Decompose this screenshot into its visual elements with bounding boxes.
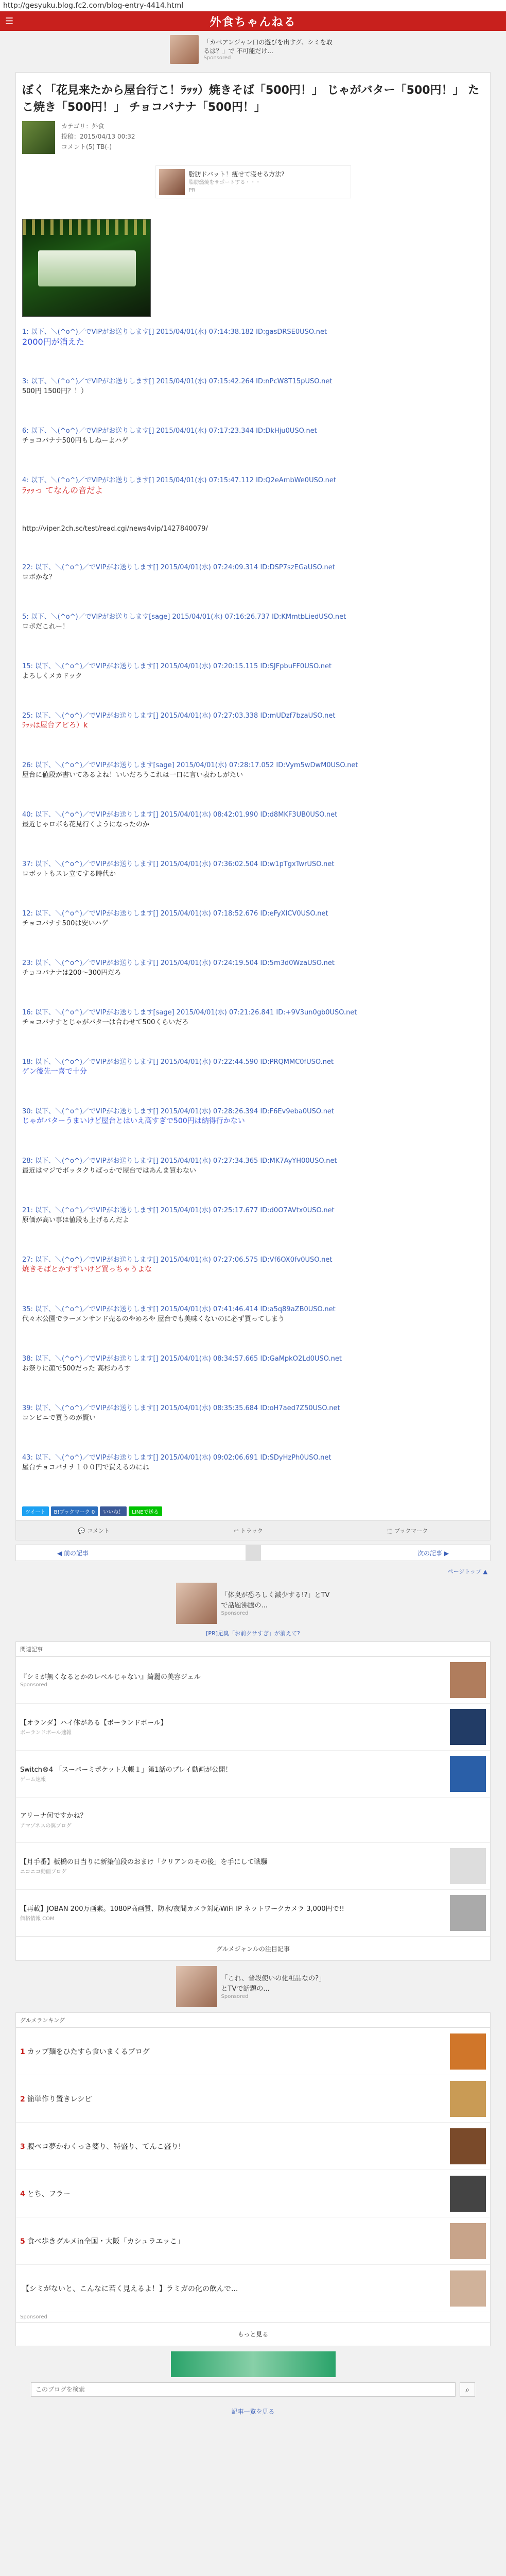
post-header: 6: 以下、＼(^o^)／でVIPがお送りします[] 2015/04/01(水) 07:17:23.344 ID:DkHju0USO.net (22, 427, 317, 435)
related-thumbnail[interactable] (450, 1756, 486, 1792)
post-header: 18: 以下、＼(^o^)／でVIPがお送りします[] 2015/04/01(水) 07:22:44.590 ID:PRQMMC0fUSO.net (22, 1058, 334, 1066)
post-body: ﾗｯｯっ てなんの音だよ (22, 485, 103, 495)
ranking-title[interactable] (20, 2046, 150, 2057)
top-ad-text[interactable]: 「カベアンジャン口の遊びを出すグ、シミを取るは？」で 不可能だけ... (203, 38, 333, 55)
related-title[interactable]: Switch®4 「スーパーミポケット大帳１」第1話のプレイ動画が公開！ (20, 1766, 232, 1774)
post-body: 屋台に値段が書いてあるよね！いいだろうこれは一口に言い表わしがたい (22, 771, 243, 779)
article-hero-image (22, 219, 151, 317)
article-comments-count[interactable]: コメント(5) TB(-) (61, 143, 112, 150)
related-thumbnail[interactable] (450, 1709, 486, 1745)
post (22, 426, 484, 446)
post-body: 最近はマジでボッタクりばっかで屋台ではあんま買わない (22, 1167, 197, 1175)
related-source: アマゾネスの翼ブログ (20, 1823, 72, 1829)
source-link[interactable]: http://viper.2ch.sc/test/read.cgi/news4vip/1427840079/ (22, 525, 208, 533)
stall-sign (38, 250, 136, 286)
related-item[interactable] (16, 1890, 490, 1937)
lantern-lights (23, 219, 150, 235)
ranking-number: 3 (20, 2142, 25, 2151)
mid-ad-link[interactable]: [PR]足臭「お前クサすぎ」が消えて? (206, 1630, 300, 1637)
ranking-number: 5 (20, 2237, 25, 2246)
ranking-number: 4 (20, 2190, 25, 2198)
related-source: ゲーム速報 (20, 1777, 46, 1783)
post (22, 711, 484, 731)
second-ad-text[interactable]: 「これ、普段使いの化粧品なの?」とTVで話題の... (221, 1975, 326, 1993)
post (22, 1354, 484, 1374)
post (22, 1453, 484, 1472)
post-header: 27: 以下、＼(^o^)／でVIPがお送りします[] 2015/04/01(水) 07:27:06.575 ID:Vf6OX0fv0USO.net (22, 1256, 333, 1264)
post-body: 500円 1500円？！） (22, 387, 88, 395)
ranking-thumbnail[interactable] (450, 2128, 486, 2164)
related-source: 価格情報 COM (20, 1916, 55, 1922)
related-title[interactable]: 【再載】JOBAN 200万画素。1080P高画質、防水/夜間カメラ対応WiFi IP ネットワークカメラ 3,000円で!! (20, 1905, 344, 1913)
post-body: チョコバナナ500は安いハゲ (22, 920, 109, 927)
page-top-link[interactable]: ページトップ ▲ (447, 1568, 487, 1575)
pager (15, 1545, 491, 1561)
site-header (0, 11, 506, 31)
article-thumbnail (22, 121, 55, 154)
post-header: 28: 以下、＼(^o^)／でVIPがお送りします[] 2015/04/01(水) 07:27:34.365 ID:MK7AyYH00USO.net (22, 1157, 337, 1165)
post (22, 859, 484, 879)
ranking-label-text[interactable]: 腹ペコ夢かわくっさ婆り、特盛り、てんこ盛り! (27, 2142, 182, 2151)
post (22, 1206, 484, 1225)
search-icon[interactable]: ⌕ (460, 2382, 475, 2397)
ranking-item[interactable] (16, 2028, 490, 2075)
related-title[interactable]: アリーナ何ですかね？ (20, 1812, 87, 1820)
ranking-title[interactable] (20, 2141, 181, 2151)
post-body: ロボかな？ (22, 573, 56, 581)
top-ad-sponsored: Sponsored (203, 55, 231, 61)
post (22, 909, 484, 928)
related-title[interactable]: 【月手番】板橋の日当りに新築値段のおまけ「クリアンのその後」を手にして戦騒 (20, 1858, 268, 1866)
mid-ad-sponsored: Sponsored (221, 1611, 249, 1616)
post-header: 16: 以下、＼(^o^)／でVIPがお送りします[sage] 2015/04/01(水) 07:21:26.841 ID:+9V3un0gb0USO.net (22, 1009, 357, 1016)
ranking-item[interactable] (16, 2265, 490, 2312)
second-ad[interactable] (176, 1966, 330, 2007)
menu-icon[interactable]: ☰ (5, 16, 14, 27)
post-header: 15: 以下、＼(^o^)／でVIPがお送りします[] 2015/04/01(水) 07:20:15.115 ID:SJFpbuFF0USO.net (22, 663, 332, 670)
post (22, 1107, 484, 1126)
inline-ad[interactable] (155, 165, 351, 198)
post (22, 612, 484, 632)
related-list (16, 1657, 490, 1937)
blog-search (31, 2382, 475, 2397)
post-body: 屋台チョコバナナ１００円で買えるのにね (22, 1464, 149, 1471)
post-header: 38: 以下、＼(^o^)／でVIPがお送りします[] 2015/04/01(水) 08:34:57.665 ID:GaMpkO2Ld0USO.net (22, 1355, 342, 1363)
tweet-button[interactable]: ツイート (22, 1506, 49, 1516)
ranking-thumbnail[interactable] (450, 2033, 486, 2070)
ranking-item[interactable] (16, 2217, 490, 2265)
post-header: 3: 以下、＼(^o^)／でVIPがお送りします[] 2015/04/01(水) 07:15:42.264 ID:nPcW8T15pUSO.net (22, 378, 333, 385)
bookmark-icon: ⬚ (387, 1527, 393, 1534)
inline-ad-sub: 脂肪燃焼をサポートする・・・ (188, 180, 261, 185)
ranking-title[interactable] (20, 2094, 92, 2104)
related-source: Sponsored (20, 1682, 47, 1688)
article-card (15, 72, 491, 1540)
article-title: ぼく「花見来たから屋台行こ！ﾗｯｯ）焼きそば「500円！」 じゃがバター「500円！」 たこ焼き「500円！」 チョコバナナ「500円！」 (22, 84, 480, 114)
related-item[interactable] (16, 1704, 490, 1751)
bookmark-stat[interactable]: ⬚ ブックマーク (387, 1527, 428, 1534)
ranking-label-text[interactable]: とち、フラー (27, 2190, 71, 2198)
post-header: 12: 以下、＼(^o^)／でVIPがお送りします[] 2015/04/01(水) 07:18:52.676 ID:eFyXICV0USO.net (22, 910, 328, 918)
site-title[interactable]: 外食ちゃんねる (210, 15, 296, 29)
related-item[interactable] (16, 1657, 490, 1704)
url-bar[interactable]: http://gesyuku.blog.fc2.com/blog-entry-4414.html (0, 0, 506, 11)
comment-stat[interactable]: 💬 コメント (78, 1527, 110, 1534)
post-list (16, 327, 490, 1472)
ranking-sponsored: Sponsored (20, 2314, 47, 2320)
top-ad-thumbnail[interactable] (170, 35, 199, 64)
ranking-item[interactable] (16, 2170, 490, 2217)
ranking-thumbnail[interactable] (450, 2223, 486, 2259)
post-body: ゲン後先一喜で十分 (22, 1067, 87, 1076)
post (22, 1156, 484, 1176)
ranking-title[interactable] (20, 2236, 184, 2246)
post-body: ロボットもスレ立てする時代か (22, 870, 116, 878)
ranking-thumbnail[interactable] (450, 2081, 486, 2117)
post-header: 39: 以下、＼(^o^)／でVIPがお送りします[] 2015/04/01(水) 08:35:35.684 ID:oH7aed7Z50USO.net (22, 1404, 340, 1412)
more-button[interactable]: もっと見る (16, 2322, 490, 2346)
search-input[interactable] (31, 2382, 456, 2397)
post-header: 25: 以下、＼(^o^)／でVIPがお送りします[] 2015/04/01(水) 07:27:03.338 ID:mUDzf7bzaUSO.net (22, 712, 336, 720)
inline-ad-text[interactable]: 脂肪ドバット！痩せて寝せる方法? (188, 171, 285, 178)
ranking-thumbnail[interactable] (450, 2270, 486, 2307)
related-thumbnail[interactable] (450, 1895, 486, 1931)
ranking-label-text[interactable]: 【シミがないと、こんなに若く見えるよ！】ラミガの化の飲んで... (22, 2284, 238, 2293)
post-body: じゃがバターうまいけど屋台とはいえ高すぎで500円は納得行かない (22, 1117, 245, 1125)
prev-article-link[interactable]: ◀ 前の記事 (57, 1549, 89, 1557)
post-body: チョコバナナ500円もしねーよハゲ (22, 437, 129, 445)
related-title[interactable]: 『シミが無くなるとかのレベルじゃない』綺麗の美容ジェル (20, 1673, 201, 1681)
post (22, 958, 484, 978)
ranking-item[interactable] (16, 2075, 490, 2123)
post (22, 1403, 484, 1423)
post-body: 最近じゃロボも花見行くようになったのか (22, 821, 150, 828)
related-item[interactable] (16, 1751, 490, 1798)
related-item[interactable] (16, 1843, 490, 1890)
post (22, 1057, 484, 1077)
post-header: 1: 以下、＼(^o^)／でVIPがお送りします[] 2015/04/01(水) 07:14:38.182 ID:gasDRSE0USO.net (22, 328, 327, 336)
mid-ad-thumbnail[interactable] (176, 1583, 217, 1624)
post-body: チョコバナナは200～300円だろ (22, 969, 121, 977)
comment-icon: 💬 (78, 1527, 85, 1534)
post (22, 563, 484, 582)
ranking-label-text[interactable]: 食べ歩きグルメin全国・大阪「カシュラエッこ」 (27, 2237, 185, 2246)
article-date: 投稿：2015/04/13 00:32 (61, 133, 135, 140)
next-article-link[interactable]: 次の記事 ▶ (417, 1549, 449, 1557)
post-body: 原価が高い事は値段も上げるんだよ (22, 1216, 130, 1224)
post (22, 1255, 484, 1275)
ranking-list (16, 2028, 490, 2312)
related-item[interactable] (16, 1798, 490, 1843)
post-header: 43: 以下、＼(^o^)／でVIPがお送りします[] 2015/04/01(水) 09:02:06.691 ID:SDyHzPh0USO.net (22, 1454, 331, 1462)
ranking-number: 2 (20, 2095, 25, 2104)
top-ad[interactable] (166, 31, 341, 68)
post-body: お祭りに顔で500だった 高杉わろす (22, 1365, 131, 1372)
home-icon[interactable] (246, 1545, 261, 1561)
all-posts-link[interactable]: 記事一覧を見る (231, 2408, 275, 2415)
post-header: 23: 以下、＼(^o^)／でVIPがお送りします[] 2015/04/01(水) 07:24:19.504 ID:5m3d0WzaUSO.net (22, 959, 335, 967)
post (22, 327, 484, 347)
ranking-title[interactable] (20, 2189, 71, 2199)
post (22, 1008, 484, 1027)
post-header: 35: 以下、＼(^o^)／でVIPがお送りします[] 2015/04/01(水) 07:41:46.414 ID:a5q89aZB0USO.net (22, 1306, 336, 1313)
post (22, 1304, 484, 1324)
post-header: 5: 以下、＼(^o^)／でVIPがお送りします[sage] 2015/04/01(水) 07:16:26.737 ID:KMmtbLiedUSO.net (22, 613, 346, 621)
post-header: 37: 以下、＼(^o^)／でVIPがお送りします[] 2015/04/01(水) 07:36:02.504 ID:w1pTgxTwrUSO.net (22, 860, 335, 868)
post-header: 21: 以下、＼(^o^)／でVIPがお送りします[] 2015/04/01(水) 07:25:17.677 ID:d0O7AVtx0USO.net (22, 1207, 335, 1214)
related-source: ニコニコ動画ブログ (20, 1869, 66, 1875)
like-button[interactable]: いいね！ (100, 1506, 127, 1516)
ranking-label-text[interactable]: カップ麺をひたすら食いまくるブログ (27, 2047, 150, 2056)
article-meta (16, 121, 490, 160)
ranking-number: 1 (20, 2047, 25, 2056)
post-body: ﾗｯｯは屋台アピろ）k (22, 721, 88, 730)
trackback-icon: ↩ (234, 1527, 239, 1534)
trackback-stat[interactable]: ↩ トラック (234, 1527, 263, 1534)
ranking-item[interactable] (16, 2123, 490, 2170)
second-ad-sponsored: Sponsored (221, 1994, 249, 1999)
ranking-label: グルメランキング (16, 2013, 490, 2028)
related-source: ボーランドボール速報 (20, 1730, 72, 1736)
post-body: ロボだこれー！ (22, 623, 69, 631)
inline-ad-pr: PR (188, 188, 196, 193)
post-header: 30: 以下、＼(^o^)／でVIPがお送りします[] 2015/04/01(水) 07:28:26.394 ID:F6Ev9eba0USO.net (22, 1108, 335, 1115)
post-header: 4: 以下、＼(^o^)／でVIPがお送りします[] 2015/04/01(水) 07:15:47.112 ID:Q2eAmbWe0USO.net (22, 477, 337, 484)
green-banner-ad[interactable] (171, 2351, 336, 2377)
related-title[interactable]: 【オランダ】ハイ体がある【ボーランドボール】 (20, 1719, 167, 1727)
post (22, 662, 484, 681)
post-body: 代々木公園でラーメンサンド売るのやめろや 屋台でも美味くないのに必ず買ってしまう (22, 1315, 285, 1323)
related-thumbnail[interactable] (450, 1848, 486, 1884)
related-thumbnail[interactable] (450, 1662, 486, 1698)
ranking-title[interactable] (20, 2283, 238, 2294)
post-header: 26: 以下、＼(^o^)／でVIPがお送りします[sage] 2015/04/01(水) 07:28:17.052 ID:Vym5wDwM0USO.net (22, 761, 358, 769)
gourmet-more-link[interactable]: グルメジャンルの注目記事 (16, 1937, 490, 1960)
post (22, 810, 484, 829)
post-body: 焼きそばとかすずいけど買っちゃうよな (22, 1265, 152, 1274)
second-ad-thumbnail[interactable] (176, 1966, 217, 2007)
related-label: 関連記事 (16, 1642, 490, 1657)
line-share-button[interactable]: LINEで送る (129, 1506, 162, 1516)
post-body: チョコバナナとじゃがバタ一は合わせて500くらいだろ (22, 1019, 189, 1026)
post (22, 476, 484, 495)
ranking-thumbnail[interactable] (450, 2176, 486, 2212)
related-section (15, 1641, 491, 1961)
article-category[interactable]: カテゴリ：外食 (61, 123, 104, 130)
post-header: 40: 以下、＼(^o^)／でVIPがお送りします[] 2015/04/01(水) 08:42:01.990 ID:d8MKF3UB0USO.net (22, 811, 338, 819)
inline-ad-thumbnail[interactable] (159, 169, 185, 195)
mid-ad-text[interactable]: 「体臭が恐ろしく減少する!?」とTVで話題沸騰の... (221, 1591, 330, 1609)
mid-ad[interactable] (176, 1583, 330, 1624)
post-body: よろしくメカドック (22, 672, 82, 680)
stats-bar (16, 1520, 490, 1540)
post (22, 377, 484, 396)
share-row (16, 1502, 490, 1520)
post-body: コンビニで買うのが賢い (22, 1414, 96, 1422)
post (22, 760, 484, 780)
hatena-bookmark-button[interactable]: B!ブックマーク 0 (51, 1506, 98, 1516)
post-body: 2000円が消えた (22, 337, 84, 347)
ranking-label-text[interactable]: 簡単作り置きレシピ (27, 2095, 92, 2104)
post-header: 22: 以下、＼(^o^)／でVIPがお送りします[] 2015/04/01(水) 07:24:09.314 ID:DSP7szEGaUSO.net (22, 564, 335, 571)
ranking-section (15, 2012, 491, 2346)
